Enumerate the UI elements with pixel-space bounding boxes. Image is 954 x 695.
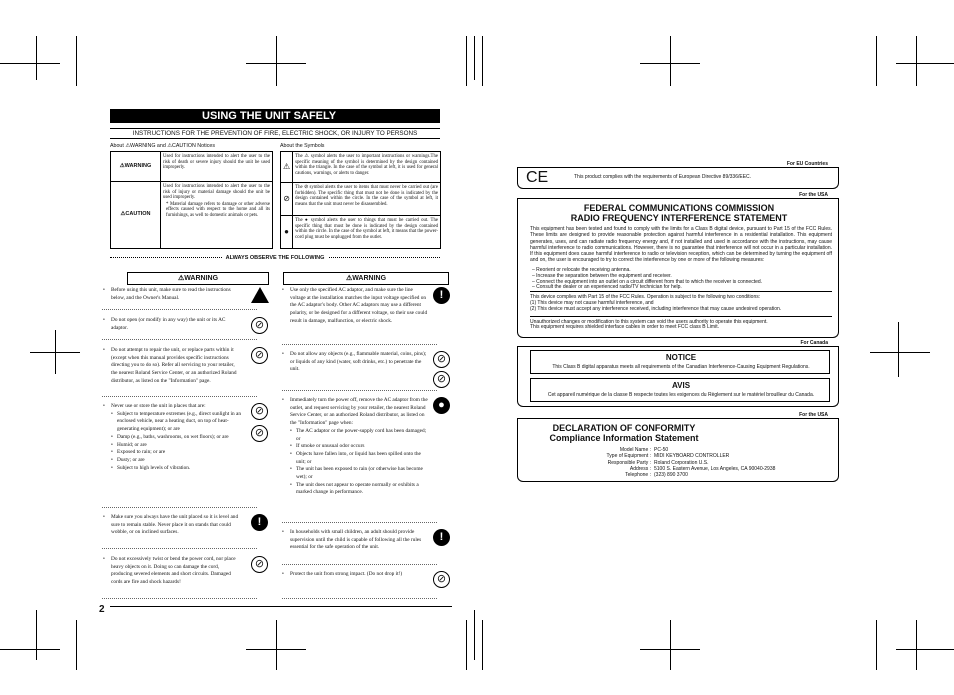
declaration-title: DECLARATION OF CONFORMITY	[552, 423, 696, 433]
always-observe-label: ALWAYS OBSERVE THE FOLLOWING	[222, 255, 329, 261]
prohibit-icon: ⊘	[251, 556, 268, 573]
usa-label: For the USA	[799, 192, 828, 198]
caution-triangle-icon: ⚠	[283, 162, 291, 172]
bottom-rule	[110, 606, 452, 607]
separator	[282, 344, 437, 345]
fcc-box	[517, 198, 839, 338]
fcc-paragraph-4: This equipment requires shielded interface cables in order to meet FCC class B Limit.	[530, 324, 719, 330]
avis-text: Cet appareil numérique de la classe B respecte toutes les exigences du Règlement sur le matériel brouilleur du Canada.	[547, 392, 815, 398]
warning-label: ⚠WARNING	[111, 152, 161, 182]
separator	[282, 564, 437, 565]
symbol-prohibit-text: The ⊘ symbol alerts the user to items that must never be carried out (are forbidden). The specific thing that must not be done is indicated by the design contained within the circle. In the case of the symbol at left, it means that the unit must never be disassembled.	[293, 183, 441, 216]
mandatory-icon: !	[433, 529, 450, 546]
separator	[102, 598, 257, 599]
fcc-paragraph-3: Unauthorized changes or modification to this system can void the users authority to operate this equipment.	[530, 319, 768, 325]
separator	[102, 507, 257, 508]
declaration-details: Model Name : PC-50 Type of Equipment : MIDI KEYBOARD CONTROLLER Responsible Party : Roland Corporation U.S. Address : 5100 S. Eastern Avenue, Los Angeles, CA 90040-2938 Telephone : (323) 890 3700	[606, 447, 776, 479]
unplug-icon: ●	[284, 227, 289, 237]
no-disassemble-icon: ⊘	[283, 194, 290, 204]
declaration-box	[517, 418, 839, 482]
separator	[282, 390, 437, 391]
page-number: 2	[99, 604, 105, 615]
notice-panel	[530, 350, 830, 374]
warning-item-stable: • Make sure you always have the unit placed so it is level and sure to remain stable. Never place it on stands that could wobble, or on inclined surfaces.	[103, 514, 241, 537]
fcc-condition-2: (2) This device must accept any interference received, including interference that may cause undesired operation.	[530, 306, 782, 312]
mandatory-icon: !	[433, 287, 450, 304]
warning-item-impact: • Protect the unit from strong impact. (Do not drop it!)	[282, 571, 412, 579]
warning-item-places: • Never use or store the unit in places that are: • Subject to temperature extremes (e.g., direct sunlight in an enclosed vehicle, near a heating duct, on top of heat-generating equipment); or are • Damp (e.g., baths, washrooms, on wet floors); or are • Humid; or are • Exposed to rain; or are • Dusty; or are • Subject to high levels of vibration.	[103, 403, 241, 472]
eu-label: For EU Countries	[786, 161, 828, 167]
canada-label: For Canada	[800, 340, 828, 346]
warning-item-no-objects: • Do not allow any objects (e.g., flammable material, coins, pins); or liquids of any kind (water, soft drinks, etc.) to penetrate the unit.	[282, 351, 428, 374]
fcc-paragraph-1: This equipment has been tested and found to comply with the limits for a Class B digital device, pursuant to Part 15 of the FCC Rules. These limits are designed to provide reasonable protection against harmful interference in a residential installation. This equipment generates, uses, and can radiate radio frequency energy and, if not installed and used in accordance with the instructions, may cause harmful interference to radio communications. However, there is no guarantee that interference will not occur in a particular installation. If this equipment does cause harmful interference to radio or television reception, which can be determined by turning the equipment off and on, the user is encouraged to try to correct the interference by one or more of the following measures:	[530, 226, 832, 264]
warning-item-no-open: • Do not open (or modify in any way) the unit or its AC adaptor.	[103, 317, 241, 332]
symbol-triangle-text: The ⚠ symbol alerts the user to important instructions or warnings.The specific meaning of the symbol is determined by the design contained within the triangle. In the case of the symbol at left, it is used for general cautions, warnings, or alerts to danger.	[293, 152, 441, 183]
notices-heading: About ⚠WARNING and ⚠CAUTION Notices	[110, 143, 215, 149]
warning-item-no-repair: • Do not attempt to repair the unit, or replace parts within it (except when this manual provides specific instructions directing you to do so). Refer all servicing to your retailer, the nearest Roland Service Center, or an authorized Roland distributor, as listed on the "Information" page.	[103, 347, 241, 386]
prohibit-icon: ⊘	[251, 347, 268, 364]
always-observe-divider	[110, 257, 440, 265]
fcc-condition-1: (1) This device may not cause harmful interference, and	[530, 300, 654, 306]
canada-box	[517, 346, 839, 407]
caution-description: Used for instructions intended to alert the user to the risk of injury or material damage should the unit be used improperly.	[163, 184, 270, 201]
mandatory-icon: !	[251, 514, 268, 531]
caution-footnote: * Material damage refers to damage or other adverse effects caused with respect to the home and all its furnishings, as well to domestic animals or pets.	[166, 201, 270, 218]
page-title: USING THE UNIT SAFELY	[110, 109, 440, 123]
rule	[530, 291, 832, 292]
separator	[282, 522, 437, 523]
warning-item-power-cord: • Do not excessively twist or bend the power cord, nor place heavy objects on it. Doing so can damage the cord, producing severed elements and short circuits. Damaged cords are fire and shock hazards!	[103, 556, 241, 587]
eu-text: This product complies with the requirements of European Directive 89/336/EEC.	[574, 174, 752, 180]
no-heat-icon: ⊘	[251, 403, 268, 420]
fcc-measures: – Reorient or relocate the receiving antenna. – Increase the separation between the equipment and receiver. – Connect the equipment into an outlet on a circuit different from that to which the receiver is connected. – Consult the dealer or an experienced radio/TV technician for help.	[532, 267, 763, 291]
no-liquid-icon: ⊘	[433, 371, 450, 388]
warning-item-ac-adaptor: • Use only the specified AC adaptor, and make sure the line voltage at the installation matches the input voltage specified on the AC adaptor's body. Other AC adaptors may use a different polarity, or be designed for a different voltage, so their use could result in damage, malfunction, or electric shock.	[282, 287, 428, 326]
warning-header-col2: ⚠WARNING	[283, 272, 449, 285]
avis-title: AVIS	[671, 381, 691, 390]
no-disassemble-icon: ⊘	[251, 317, 268, 334]
separator	[282, 598, 437, 599]
unplug-icon: ●	[433, 397, 450, 414]
warning-item-children: • In households with small children, an adult should provide supervision until the child is capable of following all the rules essential for the safe operation of the unit.	[282, 529, 428, 552]
prohibit-icon: ⊘	[433, 351, 450, 368]
avis-panel	[530, 378, 830, 402]
warning-header-col1: ⚠WARNING	[127, 272, 269, 285]
page-subtitle: INSTRUCTIONS FOR THE PREVENTION OF FIRE, ELECTRIC SHOCK, OR INJURY TO PERSONS	[110, 128, 440, 139]
prohibit-icon: ⊘	[433, 571, 450, 588]
symbols-heading: About the Symbols	[280, 143, 325, 149]
symbol-must-text: The ● symbol alerts the user to things that must be carried out. The specific thing that must be done is indicated by the design contained within the circle. In the case of the symbol at left, it means that the power-cord plug must be unplugged from the outlet.	[293, 216, 441, 249]
warning-item-read-manual: • Before using this unit, make sure to read the instructions below, and the Owner's Manual.	[103, 287, 241, 302]
warning-item-power-off: • Immediately turn the power off, remove the AC adaptor from the outlet, and request servicing by your retailer, the nearest Roland Service Center, or an authorized Roland distributor, as listed on the "Information" page when: • The AC adaptor or the power-supply cord has been damaged; or • If smoke or unusual odor occurs • Objects have fallen into, or liquid has been spilled onto the unit; or • The unit has been exposed to rain (or otherwise has become wet); or • The unit does not appear to operate normally or exhibits a marked change in performance.	[282, 397, 428, 497]
notice-title: NOTICE	[665, 353, 697, 362]
fcc-title: FEDERAL COMMUNICATIONS COMMISSION	[583, 203, 775, 213]
notices-table	[110, 151, 273, 249]
caution-triangle-icon	[251, 287, 269, 303]
declaration-subtitle: Compliance Information Statement	[549, 433, 699, 443]
usa-label-2: For the USA	[799, 412, 828, 418]
rule	[530, 316, 832, 317]
fcc-paragraph-2: This device complies with Part 15 of the FCC Rules. Operation is subject to the following two conditions:	[530, 294, 761, 300]
symbols-table	[280, 151, 441, 249]
no-water-icon: ⊘	[251, 425, 268, 442]
fcc-subtitle: RADIO FREQUENCY INTERFERENCE STATEMENT	[570, 213, 788, 223]
separator	[102, 309, 257, 310]
ce-mark-icon: CE	[526, 169, 549, 186]
warning-description: Used for instructions intended to alert the user to the risk of death or severe injury should the unit be used improperly.	[161, 152, 273, 182]
caution-label: ⚠CAUTION	[111, 182, 161, 249]
eu-box	[517, 167, 839, 189]
notice-text: This Class B digital apparatus meets all requirements of the Canadian Interference-Causing Equipment Regulations.	[552, 364, 810, 370]
separator	[102, 339, 257, 340]
separator	[102, 396, 257, 397]
separator	[102, 548, 257, 549]
